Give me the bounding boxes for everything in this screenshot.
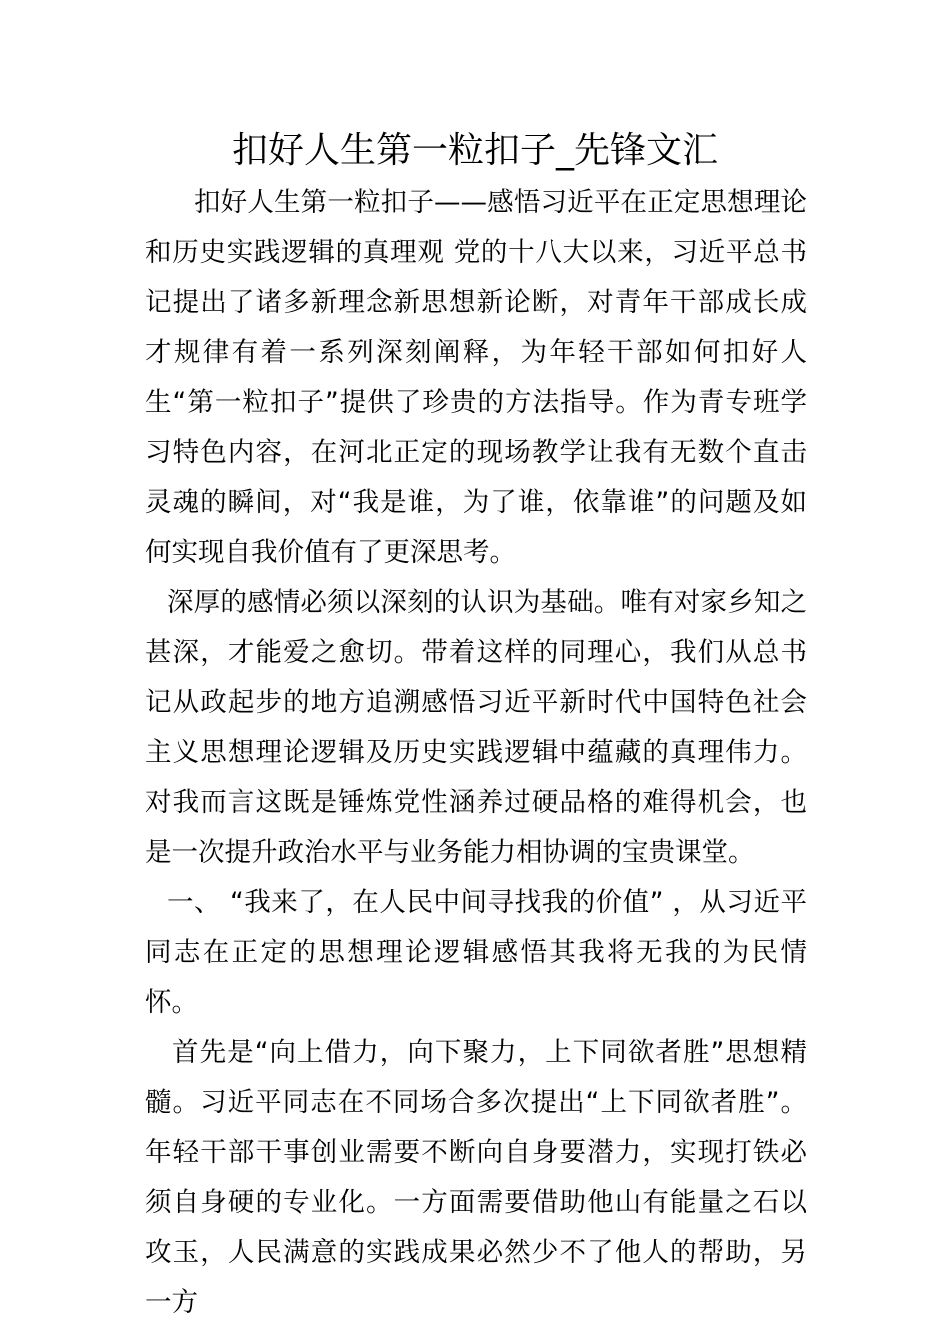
- document-body: [145, 178, 807, 1328]
- document-title: 扣好人生第一粒扣子_先锋文汇: [231, 130, 718, 171]
- paragraph-intro: 扣好人生第一粒扣子——感悟习近平在正定思想理论和历史实践逻辑的真理观 党的十八大以来，习近平总书记提出了诸多新理念新思想新论断，对青年干部成长成才规律有着一系列深刻阐释，为年轻干部如何扣好人生“第一粒扣子”提供了珍贵的方法指导。作为青专班学习特色内容，在河北正定的现场教学让我有无数个直击灵魂的瞬间，对“我是谁，为了谁，依靠谁”的问题及如何实现自我价值有了更深思考。: [145, 187, 807, 568]
- paragraph-understanding: 深厚的感情必须以深刻的认识为基础。唯有对家乡知之甚深，才能爱之愈切。带着这样的同理心，我们从总书记从政起步的地方追溯感悟习近平新时代中国特色社会主义思想理论逻辑及历史实践逻辑中蕴藏的真理伟力。对我而言这既是锤炼党性涵养过硬品格的难得机会，也是一次提升政治水平与业务能力相协调的宝贵课堂。: [145, 587, 807, 868]
- paragraph-section-heading: 一、 “我来了，在人民中间寻找我的价值” ，从习近平同志在正定的思想理论逻辑感悟其我将无我的为民情怀。: [145, 887, 807, 1018]
- paragraph-first-point: 首先是“向上借力，向下聚力，上下同欲者胜”思想精髓。习近平同志在不同场合多次提出“上下同欲者胜”。年轻干部干事创业需要不断向自身要潜力，实现打铁必须自身硬的专业化。一方面需要借助他山有能量之石以攻玉，人民满意的实践成果必然少不了他人的帮助，另一方: [145, 1037, 807, 1318]
